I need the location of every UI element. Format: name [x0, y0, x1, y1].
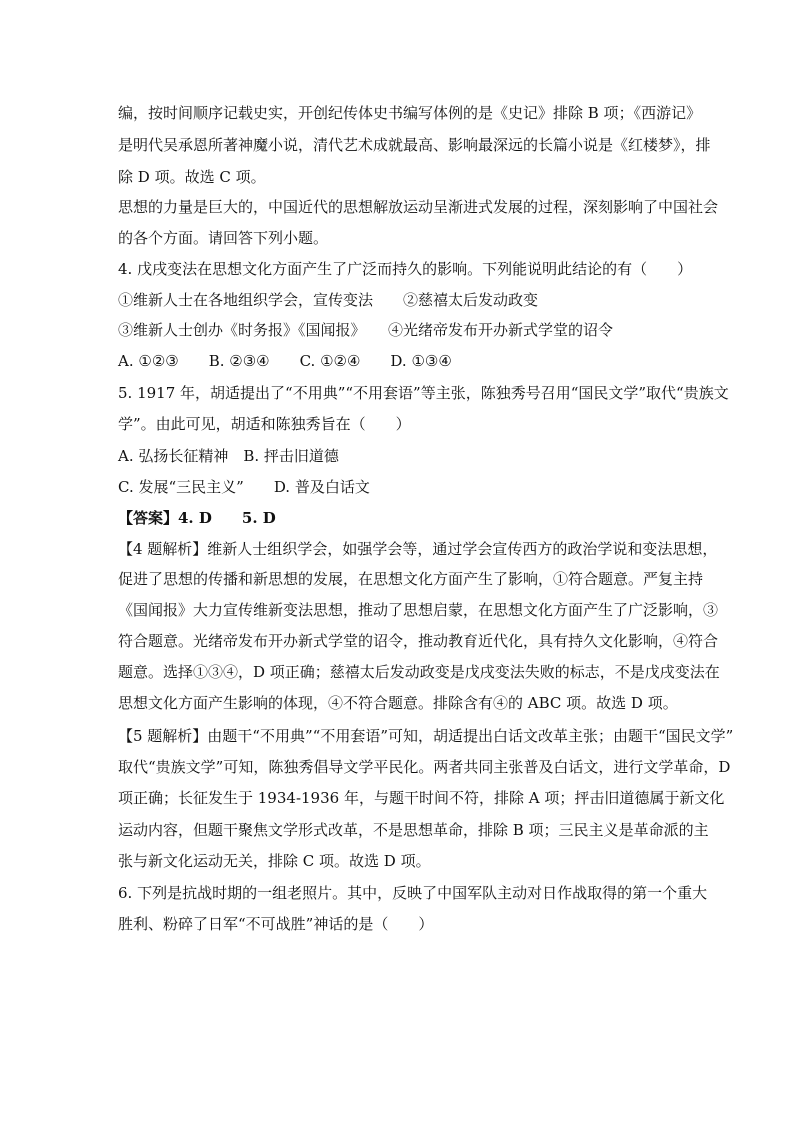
question-6-stem: 胜利、粉碎了日军“不可战胜”神话的是（ ）: [118, 915, 434, 933]
analysis-4-line: 促进了思想的传播和新思想的发展，在思想文化方面产生了影响，①符合题意。严复主持: [118, 570, 704, 588]
analysis-5-line: 【5 题解析】由题干“不用典”“不用套语”可知，胡适提出白话文改革主张；由题干“国民文学”: [118, 727, 734, 745]
analysis-4-line: 《国闻报》大力宣传维新变法思想，推动了思想启蒙，在思想文化方面产生了广泛影响，③: [118, 601, 719, 619]
question-5-options: A. 弘扬长征精神 B. 抨击旧道德: [118, 447, 339, 465]
question-4-options: A. ①②③ B. ②③④ C. ①②④ D. ①③④: [118, 352, 452, 370]
question-4-statements: ①维新人士在各地组织学会，宣传变法 ②慈禧太后发动政变: [118, 291, 539, 309]
answer-line: 【答案】4. D 5. D: [118, 509, 276, 527]
question-5-options: C. 发展“三民主义” D. 普及白话文: [118, 478, 370, 496]
analysis-5-line: 张与新文化运动无关，排除 C 项。故选 D 项。: [118, 852, 431, 870]
analysis-5-line: 运动内容，但题干聚焦文学形式改革，不是思想革命，排除 B 项；三民主义是革命派的主: [118, 821, 709, 839]
analysis-5-line: 项正确；长征发生于 1934-1936 年，与题干时间不符，排除 A 项；抨击旧道德属于新文化: [118, 789, 725, 807]
question-6-stem: 6. 下列是抗战时期的一组老照片。其中，反映了中国军队主动对日作战取得的第一个重大: [118, 884, 708, 902]
question-4-statements: ③维新人士创办《时务报》《国闻报》 ④光绪帝发布开办新式学堂的诏令: [118, 321, 614, 339]
text-line: 是明代吴承恩所著神魔小说，清代艺术成就最高、影响最深远的长篇小说是《红楼梦》，排: [118, 136, 711, 154]
analysis-5-line: 取代“贵族文学”可知，陈独秀倡导文学平民化。两者共同主张普及白话文，进行文学革命，D: [118, 758, 731, 776]
passage-intro-line: 的各个方面。请回答下列小题。: [118, 229, 329, 247]
text-line: 除 D 项。故选 C 项。: [118, 168, 266, 186]
analysis-4-line: 思想文化方面产生影响的体现，④不符合题意。排除含有④的 ABC 项。故选 D 项。: [118, 694, 678, 712]
passage-intro-line: 思想的力量是巨大的，中国近代的思想解放运动呈渐进式发展的过程，深刻影响了中国社会: [118, 198, 719, 216]
question-4-stem: 4. 戊戌变法在思想文化方面产生了广泛而持久的影响。下列能说明此结论的有（ ）: [118, 260, 693, 278]
text-line: 编，按时间顺序记载史实，开创纪传体史书编写体例的是《史记》排除 B 项；《西游记》: [118, 104, 702, 122]
analysis-4-line: 符合题意。光绪帝发布开办新式学堂的诏令，推动教育近代化，具有持久文化影响，④符合: [118, 632, 719, 650]
question-5-stem: 学”。由此可见，胡适和陈独秀旨在（ ）: [118, 415, 411, 433]
question-5-stem: 5. 1917 年，胡适提出了“不用典”“不用套语”等主张，陈独秀号召用“国民文学”取代“贵族文: [118, 384, 729, 402]
analysis-4-line: 题意。选择①③④，D 项正确；慈禧太后发动政变是戊戌变法失败的标志，不是戊戌变法在: [118, 663, 720, 681]
analysis-4-line: 【4 题解析】维新人士组织学会，如强学会等，通过学会宣传西方的政治学说和变法思想，: [118, 540, 718, 558]
